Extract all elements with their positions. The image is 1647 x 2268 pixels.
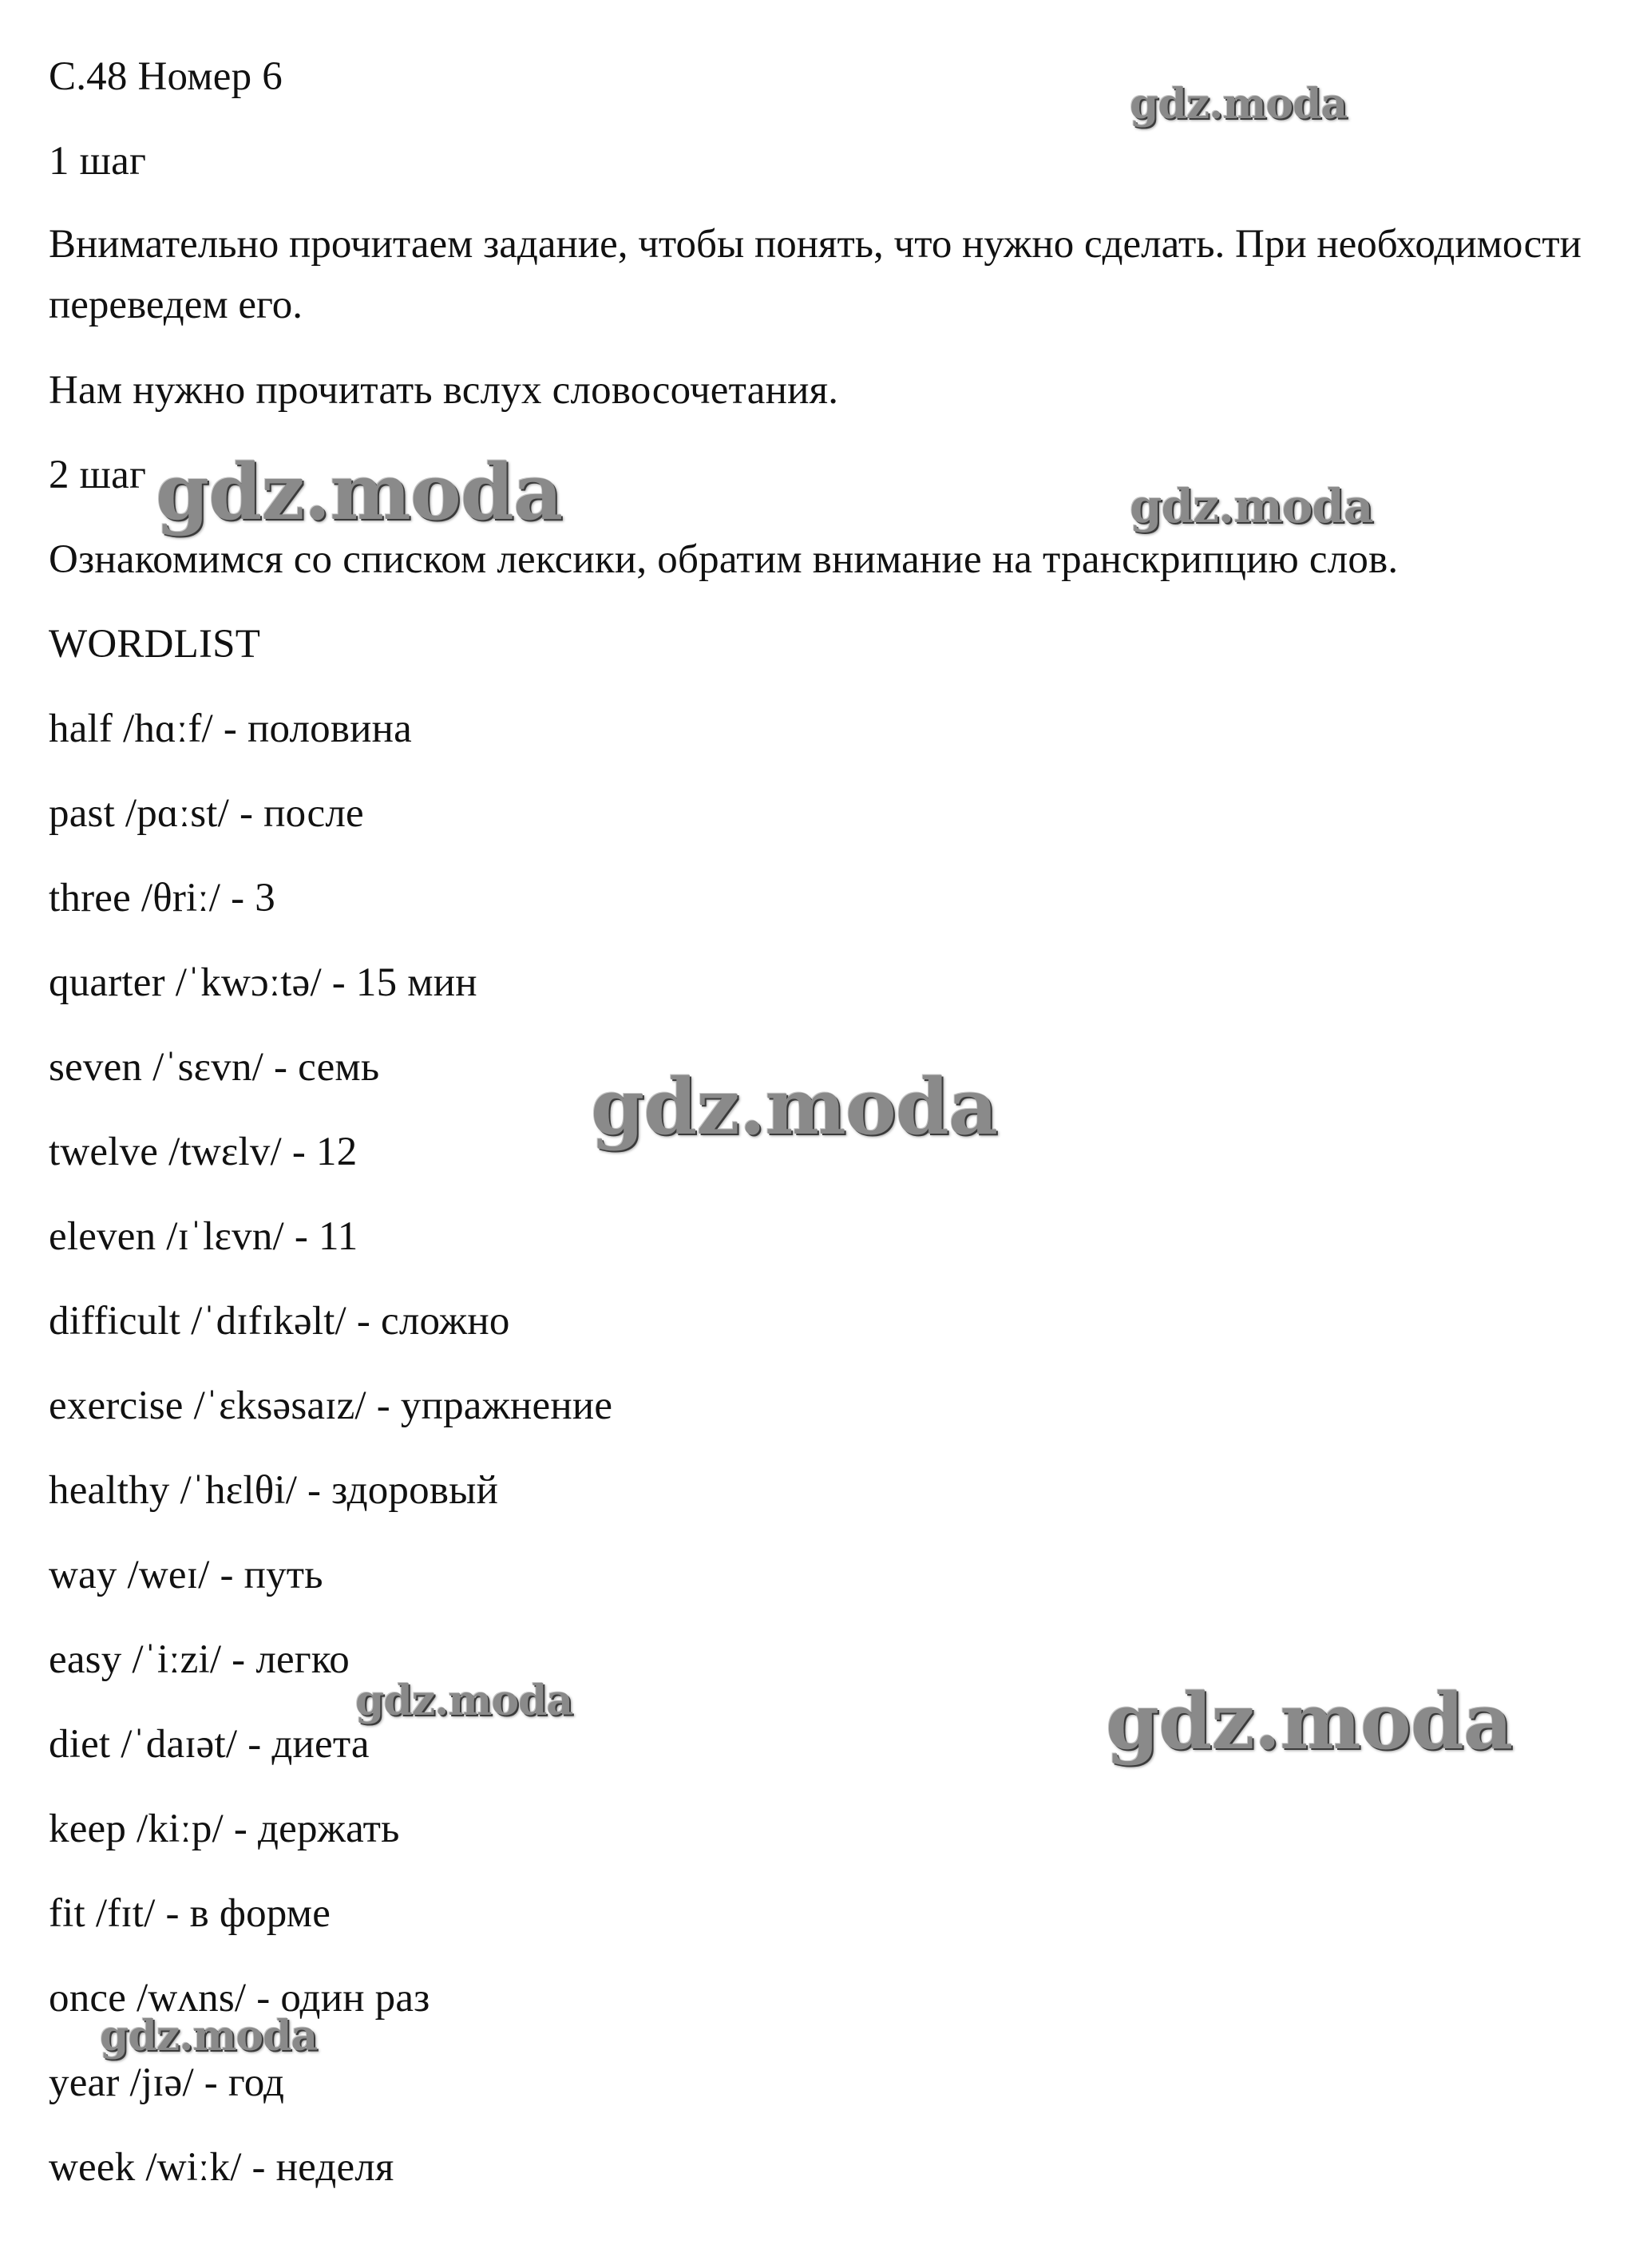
wordlist-item: fit /fɪt/ - в форме — [49, 1891, 331, 1936]
wordlist-item: twelve /twɛlv/ - 12 — [49, 1130, 358, 1174]
wordlist-item: diet /ˈdaɪət/ - диета — [49, 1722, 370, 1767]
watermark: gdz.moda — [156, 447, 563, 537]
wordlist-item: easy /ˈiːzi/ - легко — [49, 1637, 350, 1682]
wordlist-item: healthy /ˈhɛlθi/ - здоровый — [49, 1468, 499, 1513]
wordlist-item: keep /kiːp/ - держать — [49, 1807, 400, 1851]
step-1-label: 1 шаг — [49, 139, 147, 184]
wordlist-item: half /hɑːf/ - половина — [49, 707, 412, 751]
watermark: gdz.moda — [591, 1062, 998, 1152]
wordlist-item: week /wiːk/ - неделя — [49, 2145, 394, 2190]
wordlist-item: past /pɑːst/ - после — [49, 791, 364, 836]
wordlist-item: quarter /ˈkwɔːtə/ - 15 мин — [49, 960, 477, 1005]
step-2-paragraph-1: Ознакомимся со списком лексики, обратим внимание на транскрипцию слов. — [49, 537, 1399, 582]
step-1-paragraph-2: Нам нужно прочитать вслух словосочетания. — [49, 368, 839, 413]
watermark: gdz.moda — [355, 1676, 573, 1725]
watermark: gdz.moda — [100, 2012, 318, 2060]
watermark: gdz.moda — [1130, 80, 1348, 129]
wordlist-item: seven /ˈsɛvn/ - семь — [49, 1045, 380, 1090]
wordlist-heading: WORDLIST — [49, 622, 261, 667]
watermark: gdz.moda — [1106, 1676, 1513, 1767]
wordlist-item: eleven /ɪˈlɛvn/ - 11 — [49, 1214, 358, 1259]
wordlist-item: year /jɪə/ - год — [49, 2060, 285, 2105]
wordlist-item: way /weɪ/ - путь — [49, 1553, 323, 1597]
wordlist-item: exercise /ˈɛksəsaɪz/ - упражнение — [49, 1383, 613, 1428]
watermark: gdz.moda — [1130, 479, 1373, 533]
step-2-label: 2 шаг — [49, 453, 147, 497]
page-title: С.48 Номер 6 — [49, 54, 283, 99]
wordlist-item: difficult /ˈdɪfɪkəlt/ - сложно — [49, 1299, 510, 1344]
wordlist-item: three /θriː/ - 3 — [49, 876, 275, 920]
wordlist-item: once /wʌns/ - один раз — [49, 1976, 430, 2021]
step-1-paragraph-1: Внимательно прочитаем задание, чтобы понять, что нужно сделать. При необходимости переведем его. — [49, 222, 1582, 327]
